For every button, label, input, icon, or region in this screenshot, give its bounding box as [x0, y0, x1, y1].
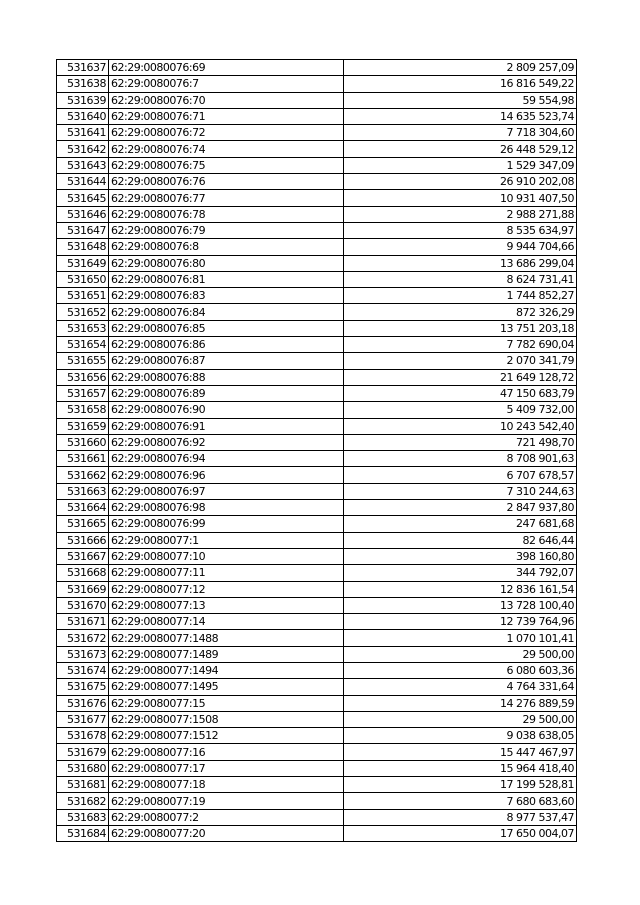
value-cell: 398 160,80 [344, 548, 577, 564]
cadastral-number-cell: 62:29:0080077:1508 [109, 711, 344, 727]
cadastral-number-cell: 62:29:0080077:2 [109, 809, 344, 825]
cadastral-number-cell: 62:29:0080076:98 [109, 500, 344, 516]
cadastral-number-cell: 62:29:0080076:83 [109, 288, 344, 304]
table-row [57, 565, 577, 581]
cadastral-number-cell: 62:29:0080077:18 [109, 777, 344, 793]
table-row [57, 304, 577, 320]
table-row [57, 581, 577, 597]
cadastral-number-cell: 62:29:0080076:71 [109, 108, 344, 124]
row-id-cell: 531680 [57, 760, 109, 776]
value-cell: 13 728 100,40 [344, 597, 577, 613]
row-id-cell: 531668 [57, 565, 109, 581]
cadastral-number-cell: 62:29:0080076:88 [109, 369, 344, 385]
row-id-cell: 531681 [57, 777, 109, 793]
table-row [57, 206, 577, 222]
table-row [57, 793, 577, 809]
row-id-cell: 531676 [57, 695, 109, 711]
value-cell: 10 931 407,50 [344, 190, 577, 206]
cadastral-number-cell: 62:29:0080077:11 [109, 565, 344, 581]
row-id-cell: 531655 [57, 353, 109, 369]
cadastral-number-cell: 62:29:0080077:1494 [109, 662, 344, 678]
cadastral-number-cell: 62:29:0080077:1 [109, 532, 344, 548]
row-id-cell: 531646 [57, 206, 109, 222]
value-cell: 15 964 418,40 [344, 760, 577, 776]
value-cell: 8 624 731,41 [344, 271, 577, 287]
value-cell: 1 529 347,09 [344, 157, 577, 173]
value-cell: 2 070 341,79 [344, 353, 577, 369]
table-row [57, 809, 577, 825]
value-cell: 7 310 244,63 [344, 483, 577, 499]
cadastral-number-cell: 62:29:0080076:97 [109, 483, 344, 499]
value-cell: 8 708 901,63 [344, 451, 577, 467]
table-row [57, 385, 577, 401]
cadastral-number-cell: 62:29:0080076:78 [109, 206, 344, 222]
row-id-cell: 531650 [57, 271, 109, 287]
cadastral-number-cell: 62:29:0080077:17 [109, 760, 344, 776]
table-row [57, 614, 577, 630]
row-id-cell: 531683 [57, 809, 109, 825]
cadastral-number-cell: 62:29:0080076:79 [109, 222, 344, 238]
value-cell: 10 243 542,40 [344, 418, 577, 434]
value-cell: 1 070 101,41 [344, 630, 577, 646]
table-row [57, 451, 577, 467]
cadastral-number-cell: 62:29:0080076:89 [109, 385, 344, 401]
cadastral-number-cell: 62:29:0080076:99 [109, 516, 344, 532]
value-cell: 82 646,44 [344, 532, 577, 548]
row-id-cell: 531664 [57, 500, 109, 516]
table-row [57, 548, 577, 564]
row-id-cell: 531643 [57, 157, 109, 173]
row-id-cell: 531665 [57, 516, 109, 532]
value-cell: 721 498,70 [344, 434, 577, 450]
value-cell: 26 448 529,12 [344, 141, 577, 157]
row-id-cell: 531679 [57, 744, 109, 760]
row-id-cell: 531653 [57, 320, 109, 336]
cadastral-number-cell: 62:29:0080077:15 [109, 695, 344, 711]
row-id-cell: 531649 [57, 255, 109, 271]
row-id-cell: 531654 [57, 337, 109, 353]
table-row [57, 288, 577, 304]
value-cell: 14 276 889,59 [344, 695, 577, 711]
cadastral-number-cell: 62:29:0080077:1495 [109, 679, 344, 695]
cadastral-number-cell: 62:29:0080076:8 [109, 239, 344, 255]
table-row [57, 777, 577, 793]
cadastral-number-cell: 62:29:0080076:7 [109, 76, 344, 92]
row-id-cell: 531678 [57, 728, 109, 744]
cadastral-number-cell: 62:29:0080076:96 [109, 467, 344, 483]
table-row [57, 320, 577, 336]
value-cell: 13 751 203,18 [344, 320, 577, 336]
row-id-cell: 531669 [57, 581, 109, 597]
row-id-cell: 531682 [57, 793, 109, 809]
value-cell: 4 764 331,64 [344, 679, 577, 695]
cadastral-number-cell: 62:29:0080077:1512 [109, 728, 344, 744]
cadastral-number-cell: 62:29:0080077:14 [109, 614, 344, 630]
table-row [57, 76, 577, 92]
table-row [57, 662, 577, 678]
table-row [57, 500, 577, 516]
value-cell: 2 847 937,80 [344, 500, 577, 516]
value-cell: 17 199 528,81 [344, 777, 577, 793]
value-cell: 9 038 638,05 [344, 728, 577, 744]
cadastral-number-cell: 62:29:0080076:91 [109, 418, 344, 434]
table-row [57, 679, 577, 695]
table-row [57, 630, 577, 646]
cadastral-number-cell: 62:29:0080077:12 [109, 581, 344, 597]
value-cell: 12 836 161,54 [344, 581, 577, 597]
value-cell: 344 792,07 [344, 565, 577, 581]
row-id-cell: 531674 [57, 662, 109, 678]
row-id-cell: 531642 [57, 141, 109, 157]
cadastral-number-cell: 62:29:0080077:10 [109, 548, 344, 564]
table-row [57, 369, 577, 385]
table-row [57, 825, 577, 841]
row-id-cell: 531672 [57, 630, 109, 646]
table-row [57, 711, 577, 727]
cadastral-number-cell: 62:29:0080076:92 [109, 434, 344, 450]
table-row [57, 190, 577, 206]
value-cell: 2 809 257,09 [344, 60, 577, 76]
table-row [57, 353, 577, 369]
row-id-cell: 531639 [57, 92, 109, 108]
row-id-cell: 531673 [57, 646, 109, 662]
table-row [57, 402, 577, 418]
cadastral-number-cell: 62:29:0080077:16 [109, 744, 344, 760]
value-cell: 16 816 549,22 [344, 76, 577, 92]
row-id-cell: 531645 [57, 190, 109, 206]
value-cell: 29 500,00 [344, 646, 577, 662]
row-id-cell: 531677 [57, 711, 109, 727]
value-cell: 15 447 467,97 [344, 744, 577, 760]
table-row [57, 92, 577, 108]
cadastral-number-cell: 62:29:0080077:1489 [109, 646, 344, 662]
row-id-cell: 531684 [57, 825, 109, 841]
cadastral-number-cell: 62:29:0080076:84 [109, 304, 344, 320]
table-row [57, 222, 577, 238]
row-id-cell: 531662 [57, 467, 109, 483]
cadastral-number-cell: 62:29:0080076:75 [109, 157, 344, 173]
value-cell: 12 739 764,96 [344, 614, 577, 630]
cadastral-number-cell: 62:29:0080076:87 [109, 353, 344, 369]
row-id-cell: 531641 [57, 125, 109, 141]
value-cell: 8 535 634,97 [344, 222, 577, 238]
row-id-cell: 531671 [57, 614, 109, 630]
table-row [57, 271, 577, 287]
cadastral-number-cell: 62:29:0080076:77 [109, 190, 344, 206]
cadastral-number-cell: 62:29:0080076:70 [109, 92, 344, 108]
row-id-cell: 531675 [57, 679, 109, 695]
row-id-cell: 531663 [57, 483, 109, 499]
value-cell: 7 718 304,60 [344, 125, 577, 141]
value-cell: 1 744 852,27 [344, 288, 577, 304]
row-id-cell: 531670 [57, 597, 109, 613]
value-cell: 5 409 732,00 [344, 402, 577, 418]
cadastral-number-cell: 62:29:0080076:69 [109, 60, 344, 76]
cadastral-number-cell: 62:29:0080076:85 [109, 320, 344, 336]
cadastral-number-cell: 62:29:0080076:74 [109, 141, 344, 157]
table-row [57, 174, 577, 190]
row-id-cell: 531657 [57, 385, 109, 401]
value-cell: 21 649 128,72 [344, 369, 577, 385]
table-row [57, 597, 577, 613]
cadastral-value-table [56, 59, 577, 842]
row-id-cell: 531667 [57, 548, 109, 564]
value-cell: 6 707 678,57 [344, 467, 577, 483]
value-cell: 2 988 271,88 [344, 206, 577, 222]
table-row [57, 760, 577, 776]
table-body [57, 60, 577, 842]
table-row [57, 60, 577, 76]
table-row [57, 695, 577, 711]
value-cell: 247 681,68 [344, 516, 577, 532]
value-cell: 7 680 683,60 [344, 793, 577, 809]
table-row [57, 239, 577, 255]
row-id-cell: 531660 [57, 434, 109, 450]
cadastral-number-cell: 62:29:0080077:20 [109, 825, 344, 841]
value-cell: 13 686 299,04 [344, 255, 577, 271]
row-id-cell: 531659 [57, 418, 109, 434]
table-row [57, 255, 577, 271]
table-row [57, 108, 577, 124]
row-id-cell: 531648 [57, 239, 109, 255]
table-row [57, 467, 577, 483]
value-cell: 6 080 603,36 [344, 662, 577, 678]
value-cell: 29 500,00 [344, 711, 577, 727]
cadastral-number-cell: 62:29:0080076:80 [109, 255, 344, 271]
cadastral-number-cell: 62:29:0080077:13 [109, 597, 344, 613]
cadastral-number-cell: 62:29:0080076:81 [109, 271, 344, 287]
cadastral-number-cell: 62:29:0080076:86 [109, 337, 344, 353]
row-id-cell: 531661 [57, 451, 109, 467]
table-row [57, 141, 577, 157]
table-row [57, 157, 577, 173]
row-id-cell: 531656 [57, 369, 109, 385]
value-cell: 47 150 683,79 [344, 385, 577, 401]
table-row [57, 483, 577, 499]
table-row [57, 418, 577, 434]
table-row [57, 434, 577, 450]
table-row [57, 125, 577, 141]
row-id-cell: 531644 [57, 174, 109, 190]
row-id-cell: 531640 [57, 108, 109, 124]
row-id-cell: 531647 [57, 222, 109, 238]
cadastral-number-cell: 62:29:0080076:90 [109, 402, 344, 418]
cadastral-number-cell: 62:29:0080077:1488 [109, 630, 344, 646]
value-cell: 14 635 523,74 [344, 108, 577, 124]
value-cell: 872 326,29 [344, 304, 577, 320]
value-cell: 26 910 202,08 [344, 174, 577, 190]
value-cell: 7 782 690,04 [344, 337, 577, 353]
row-id-cell: 531666 [57, 532, 109, 548]
table-row [57, 532, 577, 548]
table-row [57, 516, 577, 532]
value-cell: 9 944 704,66 [344, 239, 577, 255]
value-cell: 59 554,98 [344, 92, 577, 108]
row-id-cell: 531637 [57, 60, 109, 76]
row-id-cell: 531638 [57, 76, 109, 92]
table-row [57, 744, 577, 760]
row-id-cell: 531652 [57, 304, 109, 320]
cadastral-number-cell: 62:29:0080076:76 [109, 174, 344, 190]
cadastral-number-cell: 62:29:0080077:19 [109, 793, 344, 809]
value-cell: 8 977 537,47 [344, 809, 577, 825]
table-row [57, 337, 577, 353]
row-id-cell: 531658 [57, 402, 109, 418]
value-cell: 17 650 004,07 [344, 825, 577, 841]
table-row [57, 728, 577, 744]
row-id-cell: 531651 [57, 288, 109, 304]
cadastral-number-cell: 62:29:0080076:94 [109, 451, 344, 467]
table-row [57, 646, 577, 662]
cadastral-number-cell: 62:29:0080076:72 [109, 125, 344, 141]
